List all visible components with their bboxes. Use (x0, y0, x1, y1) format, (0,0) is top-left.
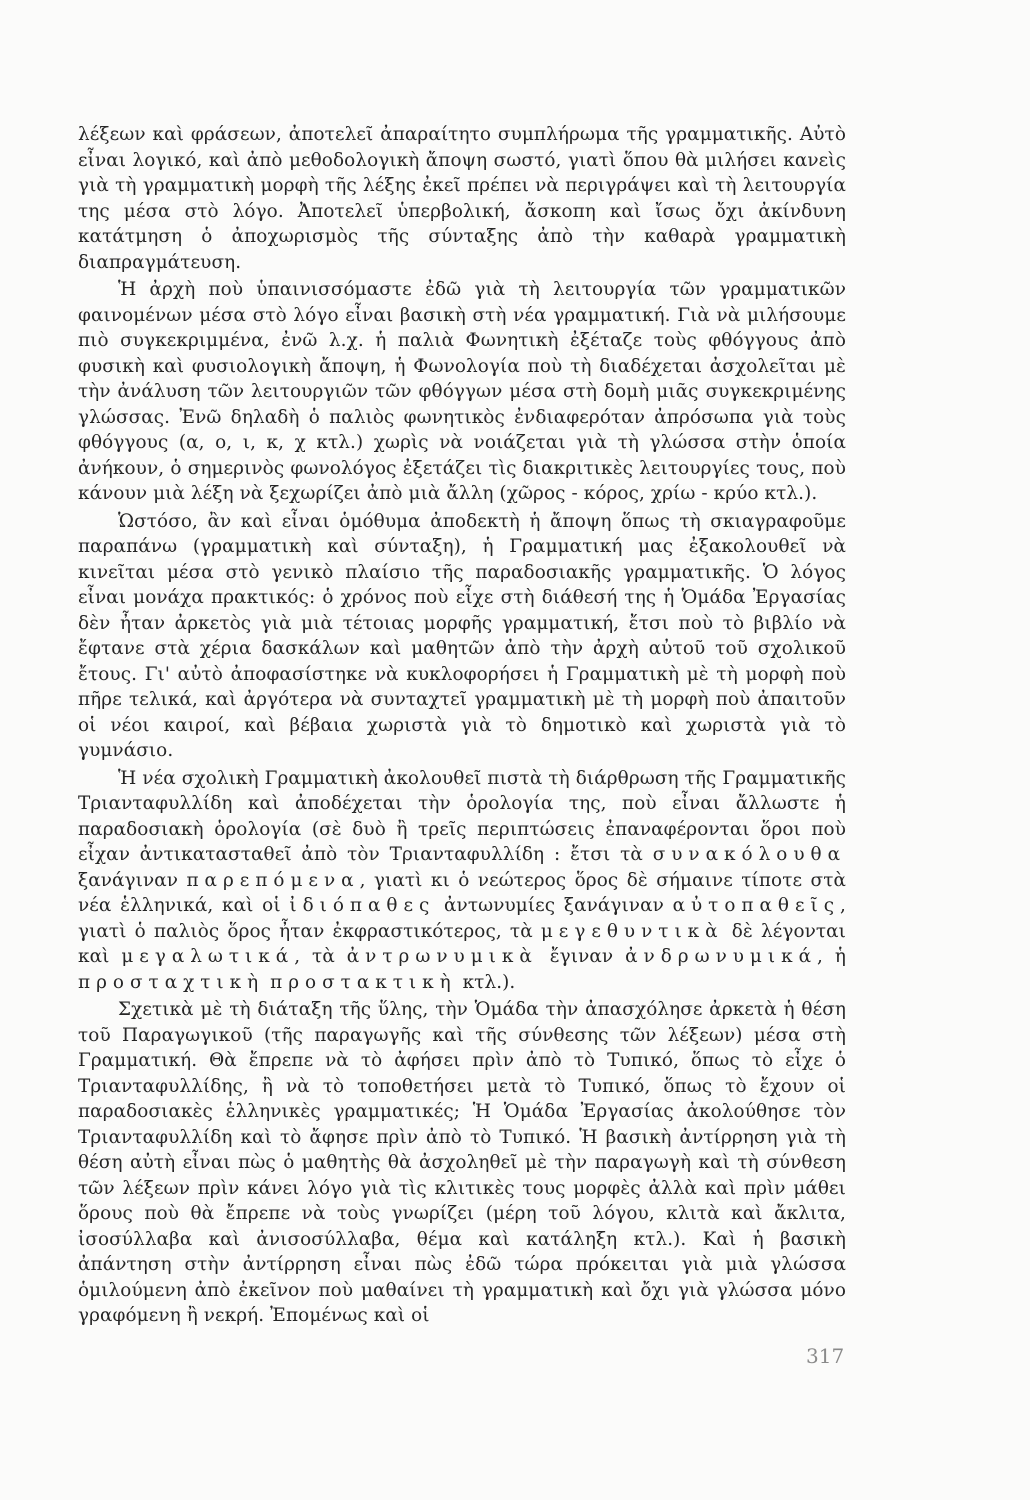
paragraph-4-text: , γιατὶ ὁ παλιὸς ὅρος ἦταν ἐκφραστικότερος, τὰ (78, 895, 846, 942)
paragraph-4-text: , γιατὶ κι ὁ νεώτερος ὅρος δὲ σήμαινε τίποτε στὰ νέα ἑλληνικά, καὶ οἱ (78, 869, 846, 916)
paragraph-3: Ὡστόσο, ἂν καὶ εἶναι ὁμόθυμα ἀποδεκτὴ ἡ ἄποψη ὅπως τὴ σκιαγραφοῦμε παραπάνω (γραμματικὴ καὶ σύνταξη), ἡ Γραμματική μας ἐξακολουθεῖ νὰ κινεῖται μέσα στὸ γενικὸ πλαίσιο τῆς παραδοσιακῆς γραμματικῆς. Ὁ λόγος εἶναι μονάχα πρακτικός: ὁ χρόνος ποὺ εἶχε στὴ διάθεσή της ἡ Ὁμάδα Ἐργασίας δὲν ἦταν ἀρκετὸς γιὰ μιὰ τέτοιας μορφῆς γραμματική, ἔτσι ποὺ τὸ βιβλίο νὰ ἔφτανε στὰ χέρια δασκάλων καὶ μαθητῶν ἀπὸ τὴν ἀρχὴ αὐτοῦ τοῦ σχολικοῦ ἔτους. Γι' αὐτὸ ἀποφασίστηκε νὰ κυκλοφορήσει ἡ Γραμματικὴ μὲ τὴ μορφὴ ποὺ πῆρε τελικά, καὶ ἀργότερα νὰ συνταχτεῖ γραμματικὴ μὲ τὴ μορφὴ ποὺ ἀπαιτοῦν οἱ νέοι καιροί, καὶ βέβαια χωριστὰ γιὰ τὸ δημοτικὸ καὶ χωριστὰ γιὰ τὸ γυμνάσιο. (78, 510, 846, 761)
term-megalotika: μεγαλωτικά (121, 946, 295, 967)
paragraph-5: Σχετικὰ μὲ τὴ διάταξη τῆς ὕλης, τὴν Ὁμάδα τὴν ἀπασχόλησε ἀρκετὰ ἡ θέση τοῦ Παραγωγικοῦ (τῆς παραγωγῆς καὶ τῆς σύνθεσης τῶν λέξεων) μέσα στὴ Γραμματική. Θὰ ἔπρεπε νὰ τὸ ἀφήσει πρὶν ἀπὸ τὸ Τυπικό, ὅπως τὸ εἶχε ὁ Τριανταφυλλίδης, ἢ νὰ τὸ τοποθετήσει μετὰ τὸ Τυπικό, ὅπως τὸ ἔχουν οἱ παραδοσιακὲς ἑλληνικὲς γραμματικές; Ἡ Ὁμάδα Ἐργασίας ἀκολούθησε τὸν Τριανταφυλλίδη καὶ τὸ ἄφησε πρὶν ἀπὸ τὸ Τυπικό. Ἡ βασικὴ ἀντίρρηση γιὰ τὴ θέση αὐτὴ εἶναι πὼς ὁ μαθητὴς θὰ ἀσχοληθεῖ μὲ τὴν παραγωγὴ καὶ τὴ σύνθεση τῶν λέξεων πρὶν κάνει λόγο γιὰ τὶς κλιτικὲς τους μορφὲς ἀλλὰ καὶ πρὶν μάθει ὅρους ποὺ θὰ ἔπρεπε νὰ τοὺς γνωρίζει (μέρη τοῦ λόγου, κλιτὰ καὶ ἄκλιτα, ἰσοσύλλαβα καὶ ἀνισοσύλλαβα, θέμα καὶ κατάληξη κτλ.). Καὶ ἡ βασικὴ ἀπάντηση στὴν ἀντίρρηση εἶναι πὼς ἐδῶ τώρα πρόκειται γιὰ μιὰ γλώσσα ὁμιλούμενη ἀπὸ ἐκεῖνον ποὺ μαθαίνει τὴ γραμματικὴ καὶ ὄχι γιὰ γλώσσα μόνο γραφόμενη ἢ νεκρή. Ἐπομένως καὶ οἱ (78, 999, 846, 1326)
paragraph-4-text: ἔγιναν (537, 946, 626, 967)
term-prostaktiki: προστακτικὴ (270, 971, 457, 993)
paragraph-4-text: , ἡ (817, 946, 846, 967)
paragraph-4 (78, 766, 846, 996)
term-prostachtiki: προσταχτικὴ (78, 971, 265, 993)
paragraph-4-text: δὲ λέγονται καὶ (78, 920, 846, 967)
paragraph-4-text: κτλ.). (456, 971, 516, 993)
paragraph-4-text: ἀντωνυμίες ξανάγιναν (435, 895, 673, 916)
term-synakoloutha: συνακόλουθα (652, 844, 847, 865)
paragraph-4-text: Ἡ νέα σχολικὴ Γραμματικὴ ἀκολουθεῖ πιστὰ τὴ διάρθρωση τῆς Γραμματικῆς Τριανταφυλλίδη καὶ ἀποδέχεται τὴν ὁρολογία της, ποὺ εἶναι ἄλλωστε ἡ παραδοσιακὴ ὁρολογία (σὲ δυὸ ἢ τρεῖς περιπτώσεις ἐπαναφέρονται ὅροι ποὺ εἶχαν ἀντικατασταθεῖ ἀπὸ τὸν Τριανταφυλλίδη : ἔτσι τὰ (78, 767, 846, 865)
paragraph-4-text: , τὰ (294, 946, 347, 967)
paragraph-2: Ἡ ἀρχὴ ποὺ ὑπαινισσόμαστε ἐδῶ γιὰ τὴ λειτουργία τῶν γραμματικῶν φαινομένων μέσα στὸ λόγο εἶναι βασικὴ στὴ νέα γραμματική. Γιὰ νὰ μιλήσουμε πιὸ συγκεκριμμένα, ἐνῶ λ.χ. ἡ παλιὰ Φωνητικὴ ἐξέταζε τοὺς φθόγγους ἀπὸ φυσικὴ καὶ φυσιολογικὴ ἄποψη, ἡ Φωνολογία ποὺ τὴ διαδέχεται ἀσχολεῖται μὲ τὴν ἀνάλυση τῶν λειτουργιῶν τῶν φθόγγων μέσα στὴ δομὴ μιᾶς συγκεκριμένης γλώσσας. Ἐνῶ δηλαδὴ ὁ παλιὸς φωνητικὸς ἐνδιαφερόταν ἀπρόσωπα γιὰ τοὺς φθόγγους (α, ο, ι, κ, χ κτλ.) χωρὶς νὰ νοιάζεται γιὰ τὴ γλώσσα στὴν ὁποία ἀνήκουν, ὁ σημερινὸς φωνολόγος ἐξετάζει τὶς διακριτικὲς λειτουργίες τους, ποὺ κάνουν μιὰ λέξη νὰ ξεχωρίζει ἀπὸ μιὰ ἄλλη (χῶρος - κόρος, χρίω - κρύο κτλ.). (78, 279, 846, 504)
term-parepomena: παρεπόμενα (186, 869, 360, 891)
paragraph-4-text: ξανάγιναν (78, 869, 187, 891)
term-autopatheis: αὐτοπαθεῖς (672, 895, 841, 916)
term-andronymika: ἀνδρωνυμικά (625, 946, 818, 967)
term-antronymika: ἀντρωνυμικὰ (346, 946, 538, 967)
page-body (78, 122, 846, 1329)
paragraph-1: λέξεων καὶ φράσεων, ἀποτελεῖ ἀπαραίτητο συμπλήρωμα τῆς γραμματικῆς. Αὐτὸ εἶναι λογικό, καὶ ἀπὸ μεθοδολογικὴ ἄποψη σωστό, γιατὶ ὅπου θὰ μιλήσει κανεὶς γιὰ τὴ γραμματικὴ μορφὴ τῆς λέξης ἐκεῖ πρέπει νὰ περιγράψει καὶ τὴ λειτουργία της μέσα στὸ λόγο. Ἀποτελεῖ ὑπερβολική, ἄσκοπη καὶ ἴσως ὄχι ἀκίνδυνη κατάτμηση ὁ ἀποχωρισμὸς τῆς σύνταξης ἀπὸ τὴν καθαρὰ γραμματικὴ διαπραγμάτευση. (78, 124, 846, 273)
page-number: 317 (806, 1344, 845, 1368)
term-idiopathes: ἰδιόπαθες (289, 895, 436, 916)
term-megethyntika: μεγεθυντικὰ (540, 920, 724, 942)
